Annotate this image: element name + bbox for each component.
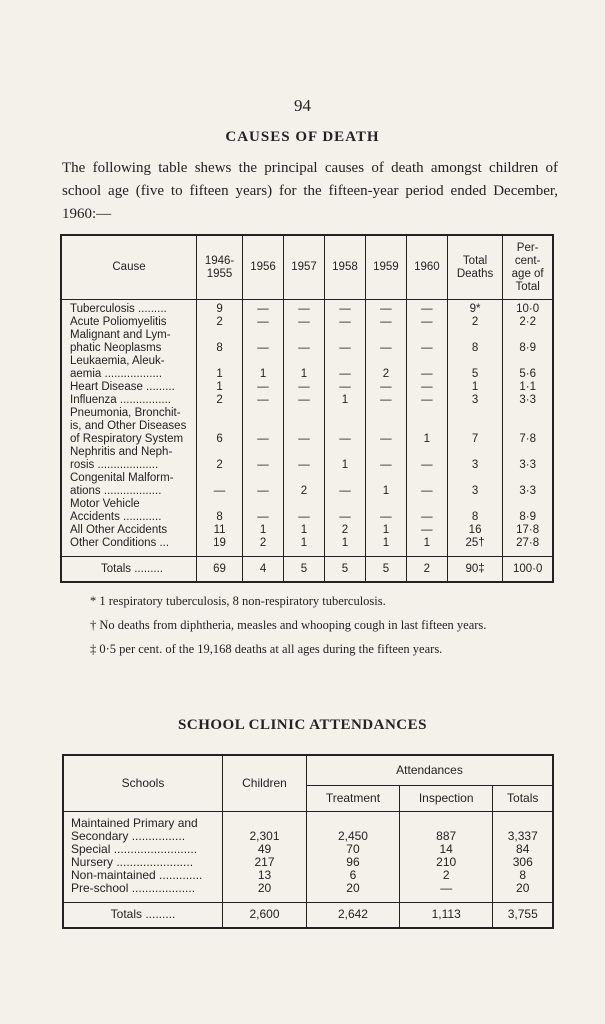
value-cell: 1 — [365, 472, 406, 498]
totals-label: Totals ......... — [61, 557, 197, 583]
value-cell: 8 — [447, 498, 502, 524]
value-cell: 8·9 — [503, 498, 553, 524]
value-cell: — — [365, 316, 406, 329]
value-cell: 2 — [284, 472, 325, 498]
value-cell: 17·8 — [503, 524, 553, 537]
header-treatment: Treatment — [307, 785, 400, 811]
value-cell: 1 — [365, 537, 406, 557]
value-cell: — — [243, 472, 284, 498]
value-cell: — — [324, 316, 365, 329]
table-row — [63, 843, 553, 856]
value-cell: 2 — [447, 316, 502, 329]
value-cell: — — [243, 329, 284, 355]
value-cell: 7 — [447, 407, 502, 446]
value-cell: 16 — [447, 524, 502, 537]
table-row — [63, 811, 553, 843]
value-cell: 1 — [324, 537, 365, 557]
cause-cell: Congenital Malform- ations .................. — [61, 472, 197, 498]
totals-cell: 3,337 — [493, 811, 553, 843]
footnote-dagger: † No deaths from diphtheria, measles and whooping cough in last fifteen years. — [90, 618, 487, 632]
school-cell: Pre-school ................... — [63, 882, 223, 903]
value-cell: — — [406, 300, 447, 317]
header-cell: 1946- 1955 — [197, 235, 243, 300]
value-cell: 1 — [284, 524, 325, 537]
value-cell: 9* — [447, 300, 502, 317]
inspection-cell: 14 — [399, 843, 493, 856]
value-cell: 2 — [197, 446, 243, 472]
value-cell: 5·6 — [503, 355, 553, 381]
school-cell: Non-maintained ............. — [63, 869, 223, 882]
value-cell: — — [243, 381, 284, 394]
totals-value: 90‡ — [447, 557, 502, 583]
inspection-cell: — — [399, 882, 493, 903]
footnote-asterisk: * 1 respiratory tuberculosis, 8 non-respiratory tuberculosis. — [90, 594, 386, 608]
inspection-cell: 2 — [399, 869, 493, 882]
value-cell: — — [406, 394, 447, 407]
value-cell: — — [406, 355, 447, 381]
cause-cell: Leukaemia, Aleuk- aemia .................. — [61, 355, 197, 381]
table-row — [61, 498, 553, 524]
value-cell: 3 — [447, 472, 502, 498]
totals-children: 2,600 — [223, 902, 307, 928]
children-cell: 20 — [223, 882, 307, 903]
value-cell: — — [284, 446, 325, 472]
header-cell: 1957 — [284, 235, 325, 300]
value-cell: — — [324, 329, 365, 355]
value-cell: — — [365, 498, 406, 524]
value-cell: 2 — [243, 537, 284, 557]
value-cell: — — [365, 394, 406, 407]
totals-value: 100·0 — [503, 557, 553, 583]
children-cell: 217 — [223, 856, 307, 869]
value-cell: — — [406, 524, 447, 537]
causes-of-death-table — [60, 234, 554, 583]
value-cell: — — [243, 394, 284, 407]
table-row — [61, 316, 553, 329]
value-cell: — — [284, 300, 325, 317]
table-row — [61, 537, 553, 557]
value-cell: — — [365, 300, 406, 317]
table-row — [61, 407, 553, 446]
table-body — [61, 300, 553, 557]
school-clinic-table — [62, 754, 554, 929]
value-cell: 1 — [197, 381, 243, 394]
value-cell: — — [324, 407, 365, 446]
value-cell: — — [324, 300, 365, 317]
school-cell: Maintained Primary and Secondary ................ — [63, 811, 223, 843]
header-cell: Total Deaths — [447, 235, 502, 300]
value-cell: 1 — [284, 355, 325, 381]
cause-cell: Pneumonia, Bronchit- is, and Other Diseases of Respiratory System — [61, 407, 197, 446]
header-cell: Per- cent- age of Total — [503, 235, 553, 300]
value-cell: 8 — [447, 329, 502, 355]
value-cell: 5 — [447, 355, 502, 381]
causes-of-death-title: CAUSES OF DEATH — [225, 129, 380, 145]
totals-totals: 3,755 — [493, 902, 553, 928]
table-row — [61, 329, 553, 355]
value-cell: 3·3 — [503, 446, 553, 472]
table-row — [63, 856, 553, 869]
value-cell: 2 — [324, 524, 365, 537]
value-cell: — — [324, 472, 365, 498]
value-cell: — — [406, 329, 447, 355]
value-cell: 1 — [197, 355, 243, 381]
cause-cell: Tuberculosis ......... — [61, 300, 197, 317]
header-attendances: Attendances — [307, 755, 554, 785]
value-cell: — — [324, 381, 365, 394]
table-row — [61, 300, 553, 317]
page-number: 94 — [294, 96, 311, 115]
table-row — [61, 524, 553, 537]
value-cell: — — [406, 498, 447, 524]
children-cell: 2,301 — [223, 811, 307, 843]
value-cell: 9 — [197, 300, 243, 317]
value-cell: 8 — [197, 329, 243, 355]
value-cell: — — [197, 472, 243, 498]
totals-value: 69 — [197, 557, 243, 583]
totals-value: 4 — [243, 557, 284, 583]
value-cell: 27·8 — [503, 537, 553, 557]
value-cell: — — [406, 472, 447, 498]
intro-paragraph: The following table shews the principal causes of death amongst children of school age (five to fifteen years) for the fifteen-year period ended December, 1960:— — [62, 160, 558, 222]
header-schools: Schools — [63, 755, 223, 811]
value-cell: 10·0 — [503, 300, 553, 317]
value-cell: 8 — [197, 498, 243, 524]
totals-cell: 20 — [493, 882, 553, 903]
table-row — [61, 381, 553, 394]
value-cell: 25† — [447, 537, 502, 557]
value-cell: 1 — [406, 537, 447, 557]
value-cell: — — [243, 446, 284, 472]
table-row — [63, 882, 553, 903]
value-cell: 1 — [284, 537, 325, 557]
table-row — [63, 869, 553, 882]
value-cell: — — [406, 381, 447, 394]
children-cell: 49 — [223, 843, 307, 856]
value-cell: 3·3 — [503, 394, 553, 407]
totals-value: 2 — [406, 557, 447, 583]
value-cell: — — [284, 498, 325, 524]
value-cell: — — [243, 300, 284, 317]
value-cell: — — [365, 329, 406, 355]
inspection-cell: 210 — [399, 856, 493, 869]
table-row — [61, 472, 553, 498]
cause-cell: Motor Vehicle Accidents ............ — [61, 498, 197, 524]
value-cell: 2 — [365, 355, 406, 381]
header-cell: 1958 — [324, 235, 365, 300]
value-cell: — — [324, 355, 365, 381]
header-inspection: Inspection — [399, 785, 493, 811]
treatment-cell: 70 — [307, 843, 400, 856]
cause-cell: Heart Disease ......... — [61, 381, 197, 394]
totals-cell: 84 — [493, 843, 553, 856]
totals-cell: 306 — [493, 856, 553, 869]
header-cell: Cause — [61, 235, 197, 300]
value-cell: 1 — [447, 381, 502, 394]
school-clinic-title: SCHOOL CLINIC ATTENDANCES — [178, 717, 427, 733]
value-cell: — — [243, 407, 284, 446]
value-cell: 3 — [447, 446, 502, 472]
header-cell: 1960 — [406, 235, 447, 300]
table-row — [61, 446, 553, 472]
totals-inspection: 1,113 — [399, 902, 493, 928]
inspection-cell: 887 — [399, 811, 493, 843]
totals-row — [63, 902, 553, 928]
value-cell: 1 — [243, 355, 284, 381]
cause-cell: Acute Poliomyelitis — [61, 316, 197, 329]
table-body — [63, 811, 553, 902]
header-cell: 1956 — [243, 235, 284, 300]
value-cell: — — [284, 329, 325, 355]
children-cell: 13 — [223, 869, 307, 882]
value-cell: — — [365, 381, 406, 394]
header-cell: 1959 — [365, 235, 406, 300]
treatment-cell: 96 — [307, 856, 400, 869]
totals-cell: 8 — [493, 869, 553, 882]
value-cell: — — [243, 316, 284, 329]
value-cell: — — [284, 316, 325, 329]
totals-label: Totals ......... — [63, 902, 223, 928]
table-row — [61, 394, 553, 407]
value-cell: 1 — [243, 524, 284, 537]
value-cell: — — [406, 446, 447, 472]
value-cell: 11 — [197, 524, 243, 537]
school-cell: Nursery ....................... — [63, 856, 223, 869]
value-cell: — — [365, 407, 406, 446]
footnote-double-dagger: ‡ 0·5 per cent. of the 19,168 deaths at all ages during the fifteen years. — [90, 642, 443, 656]
value-cell: 2 — [197, 316, 243, 329]
value-cell: 1 — [324, 394, 365, 407]
value-cell: 8·9 — [503, 329, 553, 355]
value-cell: 1 — [406, 407, 447, 446]
value-cell: 1 — [324, 446, 365, 472]
treatment-cell: 20 — [307, 882, 400, 903]
value-cell: — — [284, 394, 325, 407]
cause-cell: Influenza ................ — [61, 394, 197, 407]
value-cell: 2·2 — [503, 316, 553, 329]
value-cell: — — [406, 316, 447, 329]
table-header-row — [61, 235, 553, 300]
cause-cell: Nephritis and Neph- rosis ................... — [61, 446, 197, 472]
totals-value: 5 — [284, 557, 325, 583]
value-cell: 7·8 — [503, 407, 553, 446]
value-cell: — — [284, 407, 325, 446]
school-cell: Special ......................... — [63, 843, 223, 856]
value-cell: 1 — [365, 524, 406, 537]
cause-cell: Other Conditions ... — [61, 537, 197, 557]
header-totals: Totals — [493, 785, 553, 811]
cause-cell: All Other Accidents — [61, 524, 197, 537]
value-cell: 1·1 — [503, 381, 553, 394]
value-cell: — — [243, 498, 284, 524]
value-cell: — — [284, 381, 325, 394]
value-cell: 2 — [197, 394, 243, 407]
totals-treatment: 2,642 — [307, 902, 400, 928]
header-children: Children — [223, 755, 307, 811]
totals-row — [61, 557, 553, 583]
treatment-cell: 2,450 — [307, 811, 400, 843]
value-cell: 3·3 — [503, 472, 553, 498]
totals-value: 5 — [365, 557, 406, 583]
value-cell: — — [324, 498, 365, 524]
value-cell: — — [365, 446, 406, 472]
value-cell: 3 — [447, 394, 502, 407]
value-cell: 6 — [197, 407, 243, 446]
value-cell: 19 — [197, 537, 243, 557]
totals-value: 5 — [324, 557, 365, 583]
table-row — [61, 355, 553, 381]
treatment-cell: 6 — [307, 869, 400, 882]
cause-cell: Malignant and Lym- phatic Neoplasms — [61, 329, 197, 355]
